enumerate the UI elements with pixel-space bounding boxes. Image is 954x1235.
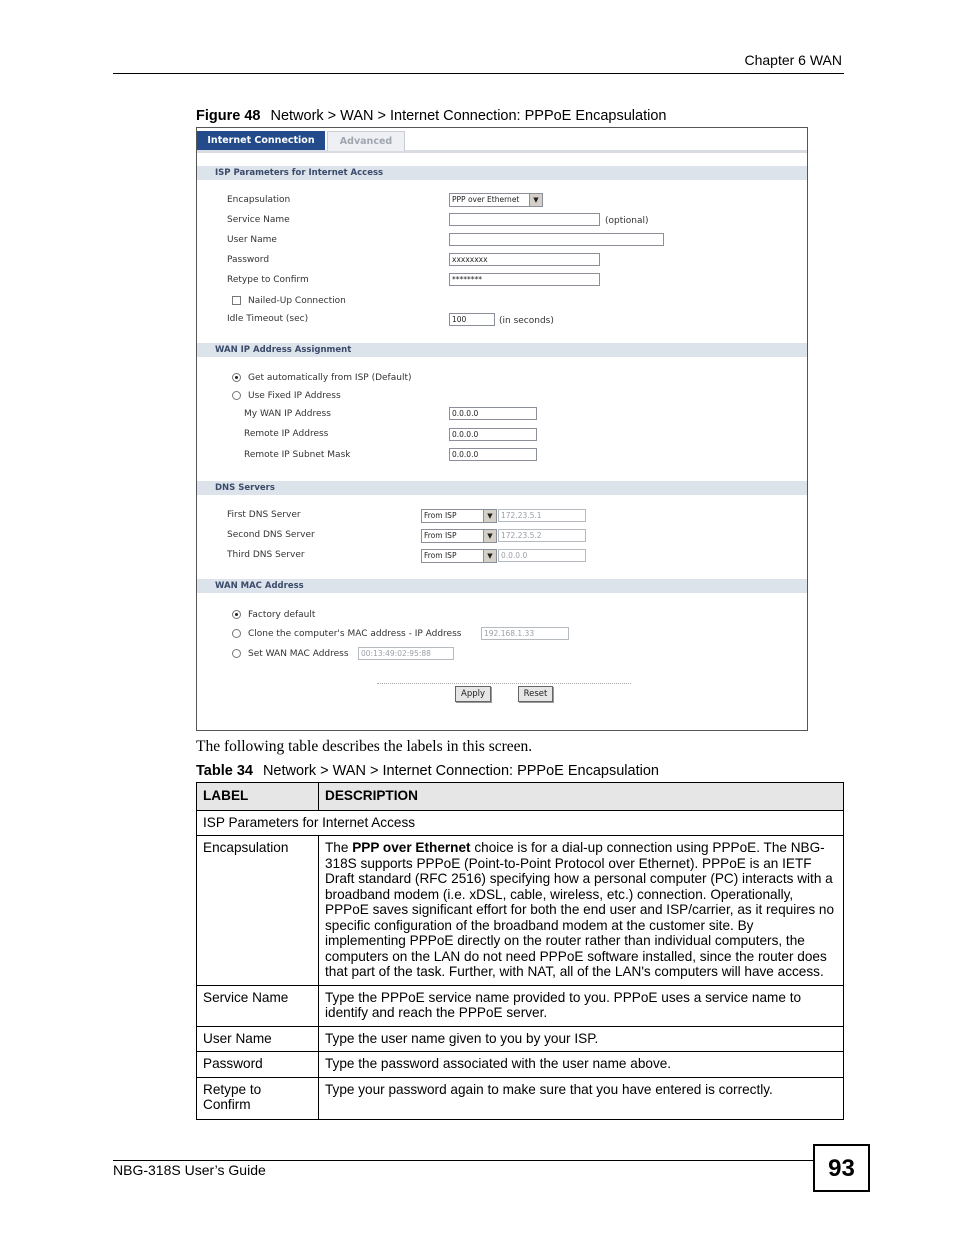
auto-ip-radio[interactable] xyxy=(232,373,241,382)
table-row xyxy=(197,1026,844,1052)
clone-mac-label: Clone the computer's MAC address - IP Address xyxy=(248,629,462,639)
set-mac-label: Set WAN MAC Address xyxy=(248,649,349,659)
set-mac-radio[interactable] xyxy=(232,649,241,658)
second-dns-label: Second DNS Server xyxy=(227,530,315,540)
first-dns-mode: From ISP xyxy=(424,511,457,520)
row-description: Type the password associated with the user name above. xyxy=(319,1052,844,1078)
row-label: Service Name xyxy=(197,985,319,1026)
row-description: Type your password again to make sure that you have entered is correctly. xyxy=(319,1077,844,1119)
factory-mac-radio[interactable] xyxy=(232,610,241,619)
chapter-header: Chapter 6 WAN xyxy=(744,52,842,68)
footer-guide-title: NBG-318S User’s Guide xyxy=(113,1162,266,1178)
section-cell: ISP Parameters for Internet Access xyxy=(197,810,844,836)
table-row xyxy=(197,836,844,986)
nailed-up-checkbox[interactable] xyxy=(232,296,241,305)
remote-mask-input[interactable]: 0.0.0.0 xyxy=(449,448,537,461)
table-caption xyxy=(196,763,659,779)
nailed-up-label: Nailed-Up Connection xyxy=(248,296,346,306)
third-dns-mode: From ISP xyxy=(424,551,457,560)
second-dns-select[interactable] xyxy=(421,529,497,543)
table-title: Network > WAN > Internet Connection: PPPoE Encapsulation xyxy=(262,763,659,779)
chevron-down-icon: ▼ xyxy=(529,194,542,206)
chevron-down-icon: ▼ xyxy=(483,530,496,542)
reset-button[interactable]: Reset xyxy=(518,686,553,702)
clone-mac-radio[interactable] xyxy=(232,629,241,638)
tab-bar xyxy=(197,128,807,153)
row-description: Type the user name given to you by your ISP. xyxy=(319,1026,844,1052)
row-label: Password xyxy=(197,1052,319,1078)
dns-section-title: DNS Servers xyxy=(197,481,807,495)
third-dns-label: Third DNS Server xyxy=(227,550,305,560)
third-dns-input[interactable]: 0.0.0.0 xyxy=(498,549,586,562)
fixed-ip-radio[interactable] xyxy=(232,391,241,400)
optional-note: (optional) xyxy=(605,216,649,226)
clone-ip-input[interactable]: 192.168.1.33 xyxy=(481,627,569,640)
first-dns-select[interactable] xyxy=(421,509,497,523)
table-section-row xyxy=(197,810,844,836)
figure-caption xyxy=(196,108,666,124)
tab-advanced[interactable]: Advanced xyxy=(327,131,405,151)
mac-section-title: WAN MAC Address xyxy=(197,579,807,593)
footer-rule xyxy=(113,1160,813,1161)
remote-ip-input[interactable]: 0.0.0.0 xyxy=(449,428,537,441)
header-rule xyxy=(113,73,844,74)
column-header-label: LABEL xyxy=(197,783,319,811)
encapsulation-select[interactable] xyxy=(449,193,543,207)
pppoe-config-screenshot xyxy=(196,127,808,731)
first-dns-label: First DNS Server xyxy=(227,510,301,520)
factory-mac-label: Factory default xyxy=(248,610,316,620)
remote-mask-label: Remote IP Subnet Mask xyxy=(244,450,351,460)
intro-text: The following table describes the labels in this screen. xyxy=(196,738,533,755)
service-name-input[interactable] xyxy=(449,213,600,226)
user-name-label: User Name xyxy=(227,235,277,245)
isp-section-title: ISP Parameters for Internet Access xyxy=(197,166,807,180)
second-dns-mode: From ISP xyxy=(424,531,457,540)
retype-label: Retype to Confirm xyxy=(227,275,309,285)
figure-title: Network > WAN > Internet Connection: PPPoE Encapsulation xyxy=(270,108,667,124)
first-dns-input[interactable]: 172.23.5.1 xyxy=(498,509,586,522)
idle-timeout-label: Idle Timeout (sec) xyxy=(227,314,309,324)
auto-ip-label: Get automatically from ISP (Default) xyxy=(248,373,412,383)
idle-timeout-input[interactable]: 100 xyxy=(449,313,495,326)
user-name-input[interactable] xyxy=(449,233,664,246)
my-wan-ip-label: My WAN IP Address xyxy=(244,409,331,419)
tab-internet-connection[interactable]: Internet Connection xyxy=(197,131,325,150)
second-dns-input[interactable]: 172.23.5.2 xyxy=(498,529,586,542)
chevron-down-icon: ▼ xyxy=(483,550,496,562)
password-input[interactable]: xxxxxxxx xyxy=(449,253,600,266)
fixed-ip-label: Use Fixed IP Address xyxy=(248,391,341,401)
encapsulation-label: Encapsulation xyxy=(227,195,291,205)
desc-text: choice is for a dial-up connection using PPPoE. The NBG-318S supports PPPoE (Point-to-Point Protocol over Ethernet). PPPoE is an IETF Draft standard (RFC 2516) specifying how a personal computer (PC) interacts with a broadband modem (i.e. xDSL, cable, wireless, etc.) connection. Operationally, PPPoE saves significant effort for both the end user and ISP/carrier, as it requires no specific configuration of the broadband modem at the customer site. By implementing PPPoE directly on the router rather than individual computers, the computers on the LAN do not need PPPoE software installed, since the router does that part of the task. Further, with NAT, all of the LAN's computers will have access. xyxy=(325,840,835,979)
row-description: Type the PPPoE service name provided to you. PPPoE uses a service name to identify and reach the PPPoE server. xyxy=(319,985,844,1026)
wan-ip-section-title: WAN IP Address Assignment xyxy=(197,343,807,357)
table-row xyxy=(197,1052,844,1078)
row-description xyxy=(319,836,844,986)
column-header-description: DESCRIPTION xyxy=(319,783,844,811)
label-description-table xyxy=(196,782,844,1120)
table-row xyxy=(197,1077,844,1119)
apply-button[interactable]: Apply xyxy=(455,686,491,702)
set-mac-input[interactable]: 00:13:49:02:95:88 xyxy=(358,647,454,660)
idle-unit: (in seconds) xyxy=(499,316,554,326)
figure-label: Figure 48 xyxy=(196,108,261,124)
row-label: Retype to Confirm xyxy=(197,1077,319,1119)
table-row xyxy=(197,985,844,1026)
row-label: User Name xyxy=(197,1026,319,1052)
third-dns-select[interactable] xyxy=(421,549,497,563)
row-label: Encapsulation xyxy=(197,836,319,986)
table-label: Table 34 xyxy=(196,763,253,779)
table-header-row xyxy=(197,783,844,811)
page-number: 93 xyxy=(813,1144,870,1192)
chevron-down-icon: ▼ xyxy=(483,510,496,522)
encapsulation-value: PPP over Ethernet xyxy=(452,195,520,204)
divider xyxy=(377,683,631,684)
remote-ip-label: Remote IP Address xyxy=(244,429,329,439)
desc-text: The xyxy=(325,840,353,855)
service-name-label: Service Name xyxy=(227,215,290,225)
password-label: Password xyxy=(227,255,270,265)
my-wan-ip-input[interactable]: 0.0.0.0 xyxy=(449,407,537,420)
retype-input[interactable]: ******** xyxy=(449,273,600,286)
desc-bold-text: PPP over Ethernet xyxy=(352,840,471,855)
